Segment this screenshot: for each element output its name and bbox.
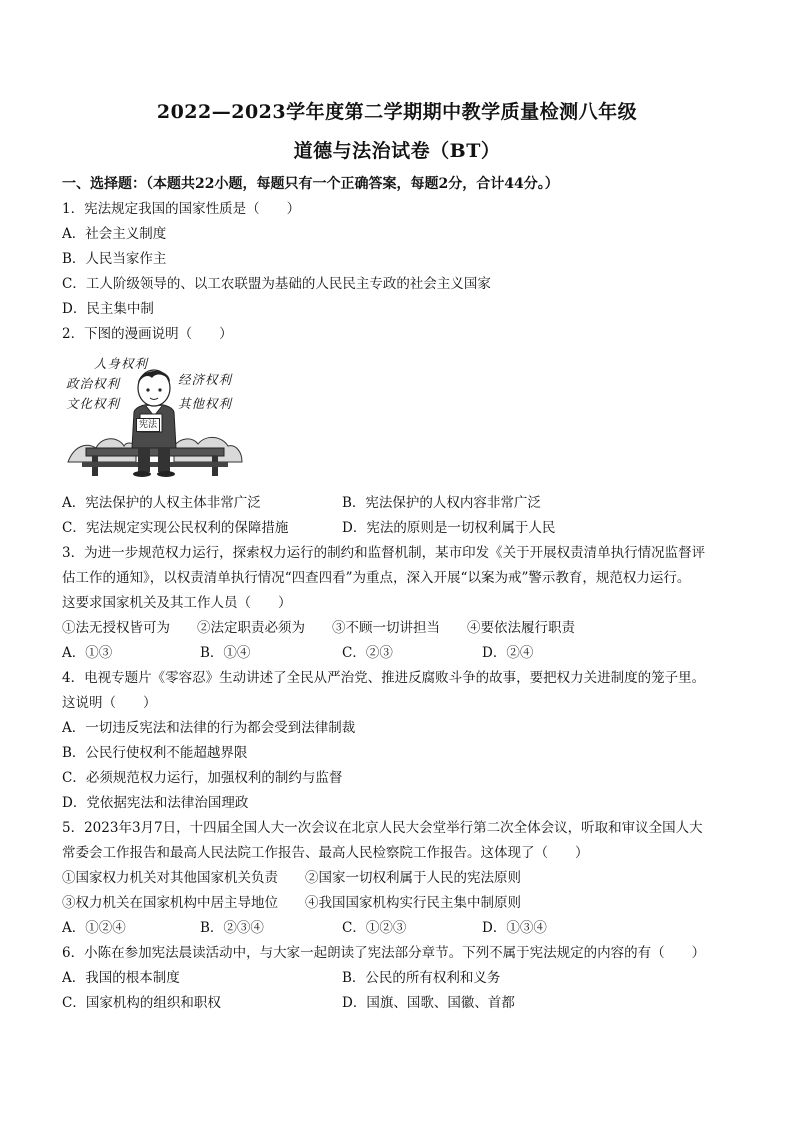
q4-option-d: D．党依据宪法和法律治国理政 bbox=[62, 795, 249, 811]
q2-option-c: C．宪法规定实现公民权利的保障措施 bbox=[62, 520, 289, 536]
q5-option-c: C．①②③ bbox=[342, 920, 407, 936]
q4-stem-line1: 4．电视专题片《零容忍》生动讲述了全民从严治党、推进反腐败斗争的故事，要把权力关进制度的笼子里。 bbox=[62, 670, 706, 686]
q1-stem: 1．宪法规定我国的国家性质是（ ） bbox=[62, 201, 301, 217]
q2-stem: 2．下图的漫画说明（ ） bbox=[62, 326, 233, 342]
q6-option-d: D．国旗、国歌、国徽、首都 bbox=[342, 995, 515, 1011]
q1-option-d: D．民主集中制 bbox=[62, 301, 154, 317]
q5-option-a: A．①②④ bbox=[62, 920, 126, 936]
q5-stem-line2: 常委会工作报告和最高人民法院工作报告、最高人民检察院工作报告。这体现了（ ） bbox=[62, 845, 589, 861]
q5-statements-line2: ③权力机关在国家机构中居主导地位 ④我国国家机构实行民主集中制原则 bbox=[62, 895, 521, 911]
q1-option-c: C．工人阶级领导的、以工农联盟为基础的人民民主专政的社会主义国家 bbox=[62, 276, 491, 292]
q6-option-b: B．公民的所有权利和义务 bbox=[342, 970, 501, 986]
q1-option-a: A．社会主义制度 bbox=[62, 226, 167, 242]
cartoon-label-cultural-rights: 文化权利 bbox=[66, 396, 121, 411]
q3-statements: ①法无授权皆可为 ②法定职责必须为 ③不顾一切讲担当 ④要依法履行职责 bbox=[62, 620, 575, 636]
constitution-cartoon bbox=[66, 350, 244, 482]
q1-option-b: B．人民当家作主 bbox=[62, 251, 167, 267]
q3-stem-line2: 估工作的通知》，以权责清单执行情况“四查四看”为重点，深入开展“以案为戒”警示教育，规范权力运行。 bbox=[62, 570, 691, 586]
q3-option-b: B．①④ bbox=[200, 645, 251, 661]
q3-option-c: C．②③ bbox=[342, 645, 393, 661]
q2-option-d: D．宪法的原则是一切权利属于人民 bbox=[342, 520, 556, 536]
q4-option-c: C．必须规范权力运行，加强权利的制约与监督 bbox=[62, 770, 343, 786]
q4-stem-line2: 这说明（ ） bbox=[62, 695, 157, 711]
cartoon-label-other-rights: 其他权利 bbox=[178, 396, 233, 411]
q3-option-a: A．①③ bbox=[62, 645, 113, 661]
q3-stem-line3: 这要求国家机关及其工作人员（ ） bbox=[62, 595, 292, 611]
cartoon-label-personal-rights: 人身权利 bbox=[94, 356, 149, 371]
q6-option-c: C．国家机构的组织和职权 bbox=[62, 995, 221, 1011]
q6-stem: 6．小陈在参加宪法晨读活动中，与大家一起朗读了宪法部分章节。下列不属于宪法规定的内容的有（ ） bbox=[62, 945, 706, 961]
q3-stem-line1: 3．为进一步规范权力运行，探索权力运行的制约和监督机制，某市印发《关于开展权责清单执行情况监督评 bbox=[62, 545, 706, 561]
q2-option-b: B．宪法保护的人权内容非常广泛 bbox=[342, 495, 541, 511]
q5-option-d: D．①③④ bbox=[482, 920, 547, 936]
q3-option-d: D．②④ bbox=[482, 645, 534, 661]
q6-option-a: A．我国的根本制度 bbox=[62, 970, 180, 986]
cartoon-label-economic-rights: 经济权利 bbox=[178, 372, 233, 387]
exam-title-line2: 道德与法治试卷（BT） bbox=[293, 140, 501, 162]
q4-option-b: B．公民行使权利不能超越界限 bbox=[62, 745, 248, 761]
q2-option-a: A．宪法保护的人权主体非常广泛 bbox=[62, 495, 261, 511]
cartoon-constitution-badge: 宪法 bbox=[136, 418, 160, 432]
section-heading: 一、选择题：（本题共22小题，每题只有一个正确答案，每题2分，合计44分。） bbox=[62, 176, 559, 192]
q5-stem-line1: 5．2023年3月7日，十四届全国人大一次会议在北京人民大会堂举行第二次全体会议，听取和审议全国人大 bbox=[62, 820, 703, 836]
q4-option-a: A．一切违反宪法和法律的行为都会受到法律制裁 bbox=[62, 720, 356, 736]
cartoon-label-political-rights: 政治权利 bbox=[66, 376, 121, 391]
q5-statements-line1: ①国家权力机关对其他国家机关负责 ②国家一切权利属于人民的宪法原则 bbox=[62, 870, 521, 886]
q5-option-b: B．②③④ bbox=[200, 920, 264, 936]
exam-title-line1: 2022—2023学年度第二学期期中教学质量检测八年级 bbox=[156, 101, 638, 123]
